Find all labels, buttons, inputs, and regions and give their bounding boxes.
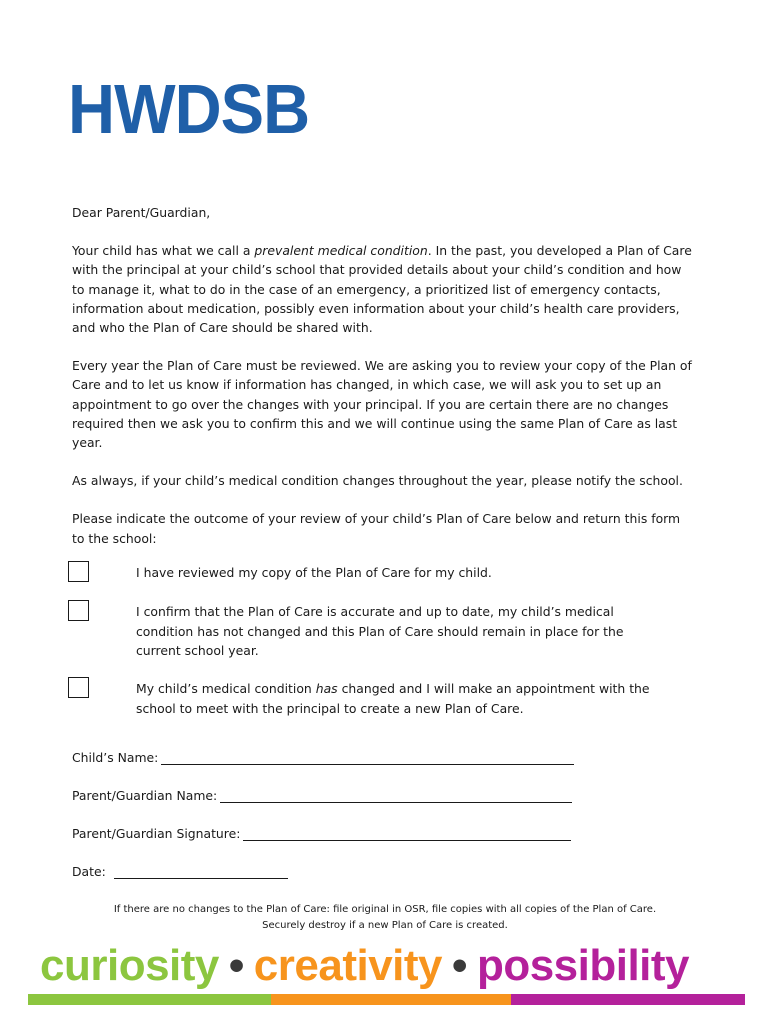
opt3-emphasis: has bbox=[315, 681, 338, 696]
child-name-label: Child’s Name: bbox=[72, 750, 159, 765]
signature-label: Parent/Guardian Signature: bbox=[72, 826, 241, 841]
tagline-dot-2: • bbox=[452, 941, 467, 990]
opt3-text-start: My child’s medical condition bbox=[136, 681, 316, 696]
parent-name-row bbox=[72, 788, 572, 808]
hwdsb-logo: HWDSB bbox=[68, 70, 310, 148]
p1-text-end: . In the past, you developed a Plan of Care with the principal at your child’s school that provided details about your child’s condition and how to manage it, what to do in the case of an emergency, a prioritized list of emergency contacts, information about medication, possibly even information about your child’s health care providers, and who the Plan of Care should be shared with. bbox=[72, 243, 692, 336]
paragraph-instructions: Please indicate the outcome of your review of your child’s Plan of Care below and return this form to the school: bbox=[72, 511, 681, 546]
checkbox-no-change[interactable] bbox=[68, 600, 89, 621]
checkbox-reviewed[interactable] bbox=[68, 561, 89, 582]
tagline-bar-magenta bbox=[511, 994, 745, 1005]
option-reviewed-label: I have reviewed my copy of the Plan of Care for my child. bbox=[136, 565, 492, 580]
option-no-change-label: I confirm that the Plan of Care is accurate and up to date, my child’s medical condition has not changed and this Plan of Care should remain in place for the current school year. bbox=[136, 604, 624, 659]
p1-text-start: Your child has what we call a bbox=[72, 243, 255, 259]
tagline bbox=[40, 941, 750, 997]
footer-note bbox=[0, 902, 770, 934]
opt3-text-end: changed and I will make an appointment with the school to meet with the principal to create a new Plan of Care. bbox=[136, 681, 650, 716]
date-field[interactable] bbox=[114, 864, 288, 879]
p1-emphasis: prevalent medical condition bbox=[254, 243, 428, 259]
letter-body bbox=[72, 203, 692, 548]
tagline-bar-green bbox=[28, 994, 271, 1005]
date-label: Date: bbox=[72, 864, 106, 879]
signature-field[interactable] bbox=[243, 826, 571, 841]
date-row bbox=[72, 864, 288, 884]
paragraph-annual-review: Every year the Plan of Care must be reviewed. We are asking you to review your copy of the Plan of Care and to let us know if information has changed, in which case, we will ask you to set up an appointment to go over the changes with your principal. If you are certain there are no changes required then we ask you to confirm this and we will continue using the same Plan of Care as last year. bbox=[72, 358, 692, 451]
footer-line-2: Securely destroy if a new Plan of Care is created. bbox=[262, 920, 508, 931]
tagline-possibility: possibility bbox=[476, 941, 690, 990]
parent-name-field[interactable] bbox=[220, 788, 572, 803]
parent-name-label: Parent/Guardian Name: bbox=[72, 788, 218, 803]
child-name-field[interactable] bbox=[161, 750, 574, 765]
option-has-changed-label bbox=[136, 679, 656, 718]
paragraph-notify-school: As always, if your child’s medical condition changes throughout the year, please notify the school. bbox=[72, 473, 683, 489]
footer-line-1: If there are no changes to the Plan of Care: file original in OSR, file copies with all copies of the Plan of Care. bbox=[113, 904, 657, 915]
paragraph-plan-of-care-intro bbox=[72, 241, 692, 337]
checkbox-has-changed[interactable] bbox=[68, 677, 89, 698]
tagline-bar-orange bbox=[271, 994, 511, 1005]
salutation: Dear Parent/Guardian, bbox=[72, 205, 211, 220]
tagline-dot-1: • bbox=[228, 941, 244, 990]
tagline-creativity: creativity bbox=[253, 941, 443, 990]
signature-row bbox=[72, 826, 571, 846]
child-name-row bbox=[72, 750, 574, 770]
tagline-curiosity: curiosity bbox=[40, 941, 219, 990]
